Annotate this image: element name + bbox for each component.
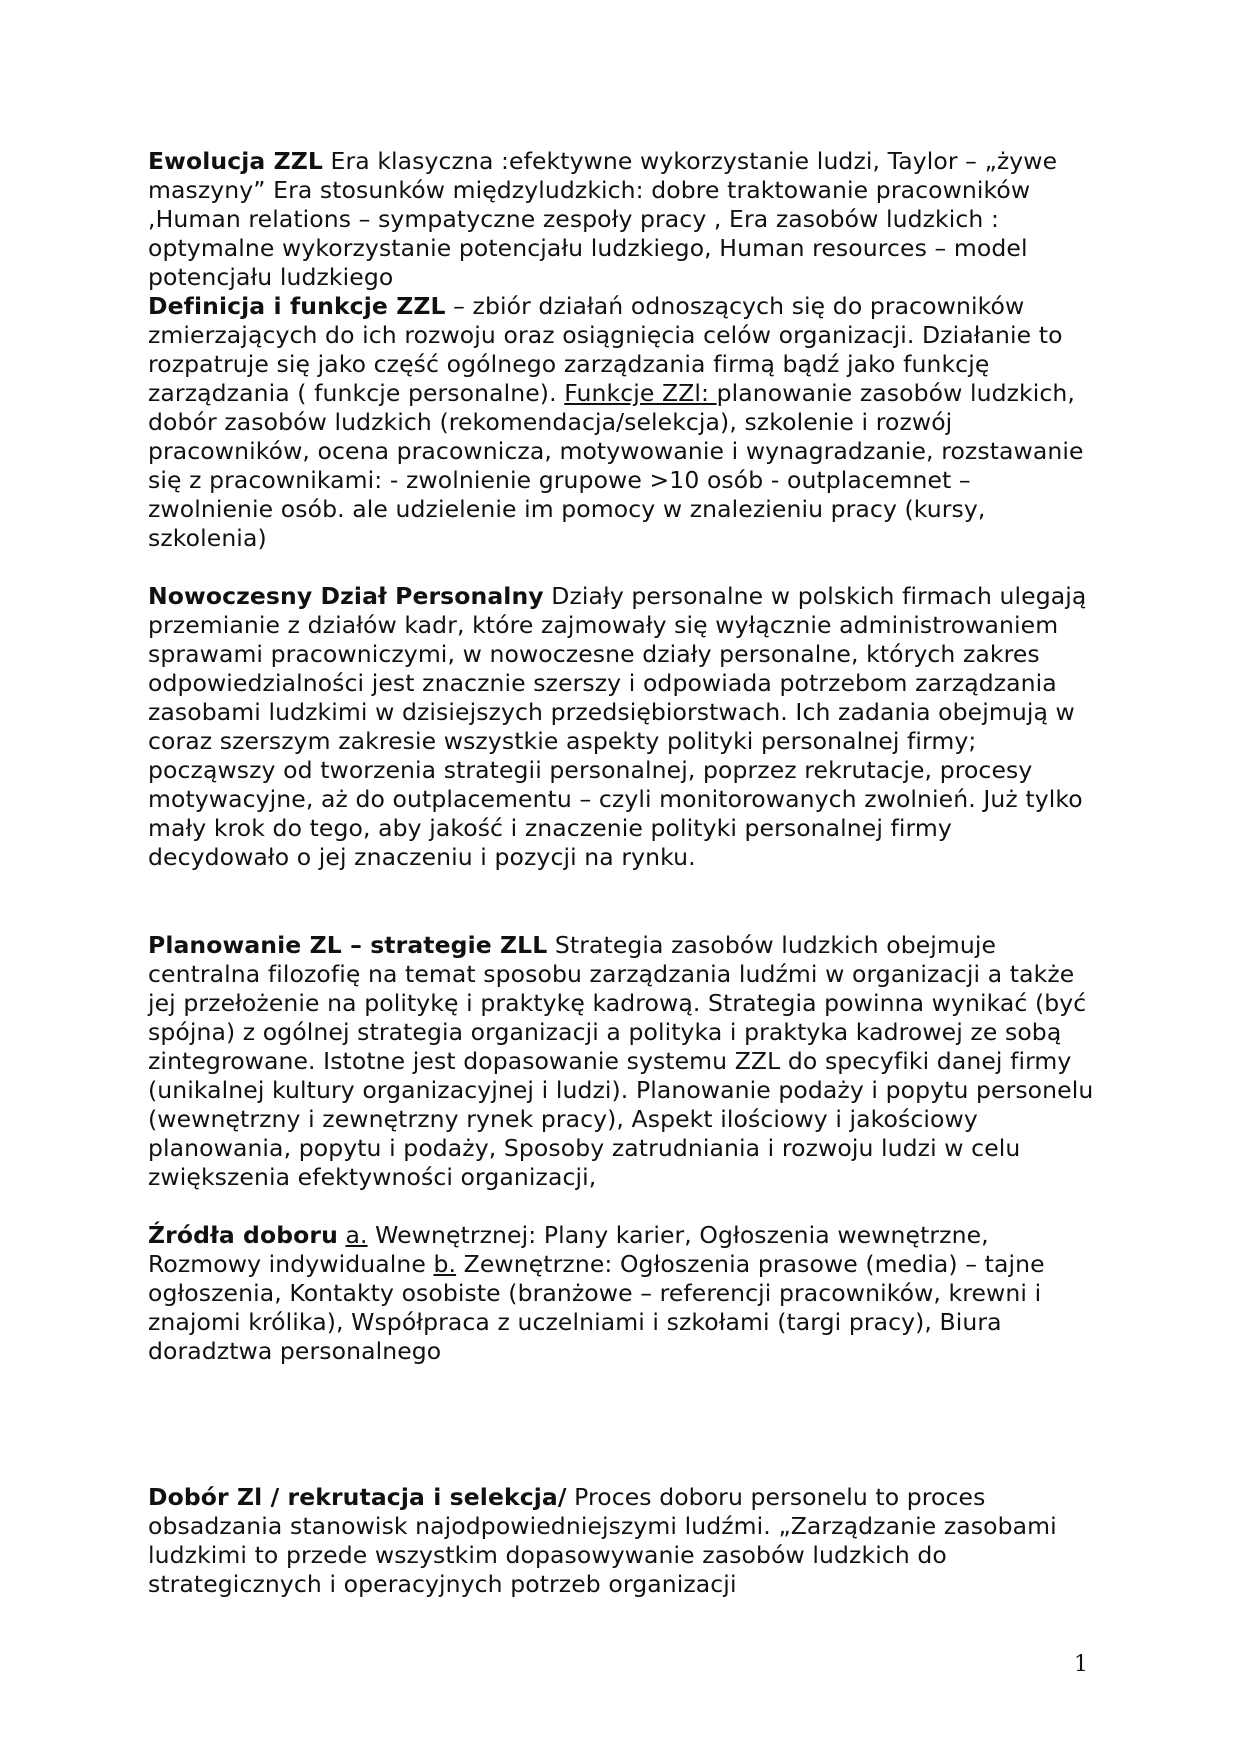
paragraph-dobor-zl	[148, 1483, 1098, 1599]
list-marker-b: b.	[433, 1250, 457, 1278]
paragraph-zrodla-doboru	[148, 1221, 1098, 1366]
paragraph-ewolucja-zzl	[148, 147, 1098, 292]
paragraph-text: Era klasyczna :efektywne wykorzystanie ludzi, Taylor – „żywe maszyny” Era stosunków międzyludzkich: dobre traktowanie pracowników ,Human relations – sympatyczne zespoły pracy , Era zasobów ludzkich : optymalne wykorzystanie potencjału ludzkiego, Human resources – model potencjału ludzkiego	[148, 147, 1058, 291]
paragraph-text: Strategia zasobów ludzkich obejmuje centralna filozofię na temat sposobu zarządzania ludźmi w organizacji a także jej przełożenie na politykę i praktykę kadrową. Strategia powinna wynikać (być spójna) z ogólnej strategia organizacji a polityka i praktyka kadrowej ze sobą zintegrowane. Istotne jest dopasowanie systemu ZZL do specyfiki danej firmy (unikalnej kultury organizacyjnej i ludzi). Planowanie podaży i popytu personelu (wewnętrzny i zewnętrzny rynek pracy), Aspekt ilościowy i jakościowy planowania, popytu i podaży, Sposoby zatrudniania i rozwoju ludzi w celu zwiększenia efektywności organizacji,	[148, 931, 1094, 1191]
paragraph-planowanie-zl	[148, 931, 1098, 1192]
paragraph-text: Działy personalne w polskich firmach ulegają przemianie z działów kadr, które zajmowały się wyłącznie administrowaniem sprawami pracowniczymi, w nowoczesne działy personalne, których zakres odpowiedzialności jest znacznie szerszy i odpowiada potrzebom zarządzania zasobami ludzkimi w dzisiejszych przedsiębiorstwach. Ich zadania obejmują w coraz szerszym zakresie wszystkie aspekty polityki personalnej firmy; począwszy od tworzenia strategii personalnej, poprzez rekrutacje, procesy motywacyjne, aż do outplacementu – czyli monitorowanych zwolnień. Już tylko mały krok do tego, aby jakość i znaczenie polityki personalnej firmy decydowało o jej znaczeniu i pozycji na rynku.	[148, 582, 1087, 871]
list-text-b: Zewnętrzne: Ogłoszenia prasowe (media) – tajne ogłoszenia, Kontakty osobiste (branżowe – referencji pracowników, krewni i znajomi królika), Współpraca z uczelniami i szkołami (targi pracy), Biura doradztwa personalnego	[148, 1250, 1045, 1365]
page-number: 1	[1074, 1652, 1088, 1677]
paragraph-text-continued: planowanie zasobów ludzkich, dobór zasobów ludzkich (rekomendacja/selekcja), szkolenie i rozwój pracowników, ocena pracownicza, motywowanie i wynagradzanie, rozstawanie się z pracownikami: - zwolnienie grupowe >10 osób - outplacemnet – zwolnienie osób. ale udzielenie im pomocy w znalezieniu pracy (kursy, szkolenia)	[148, 379, 1084, 552]
heading-zrodla-doboru: Źródła doboru	[148, 1221, 338, 1249]
paragraph-text: – zbiór działań odnoszących się do pracowników zmierzających do ich rozwoju oraz osiągnięcia celów organizacji. Działanie to rozpatruje się jako część ogólnego zarządzania firmą bądź jako funkcję zarządzania ( funkcje personalne).	[148, 292, 1063, 407]
heading-planowanie-zl: Planowanie ZL – strategie ZLL	[148, 931, 548, 959]
heading-nowoczesny-dzial: Nowoczesny Dział Personalny	[148, 582, 544, 610]
heading-dobor-zl: Dobór Zl / rekrutacja i selekcja/	[148, 1483, 567, 1511]
list-text-a: Wewnętrznej: Plany karier, Ogłoszenia wewnętrzne, Rozmowy indywidualne	[148, 1221, 989, 1278]
paragraph-text: Proces doboru personelu to proces obsadzania stanowisk najodpowiedniejszymi ludźmi. „Zarządzanie zasobami ludzkimi to przede wszystkim dopasowywanie zasobów ludzkich do strategicznych i operacyjnych potrzeb organizacji	[148, 1483, 1057, 1598]
list-marker-a: a.	[345, 1221, 368, 1249]
paragraph-nowoczesny-dzial	[148, 582, 1098, 872]
paragraph-definicja-i-funkcje	[148, 292, 1098, 553]
heading-definicja-i-funkcje: Definicja i funkcje ZZL	[148, 292, 446, 320]
heading-ewolucja-zzl: Ewolucja ZZL	[148, 147, 323, 175]
heading-spacer	[338, 1221, 346, 1249]
underlined-label-funkcje: Funkcje ZZl:	[564, 379, 717, 407]
